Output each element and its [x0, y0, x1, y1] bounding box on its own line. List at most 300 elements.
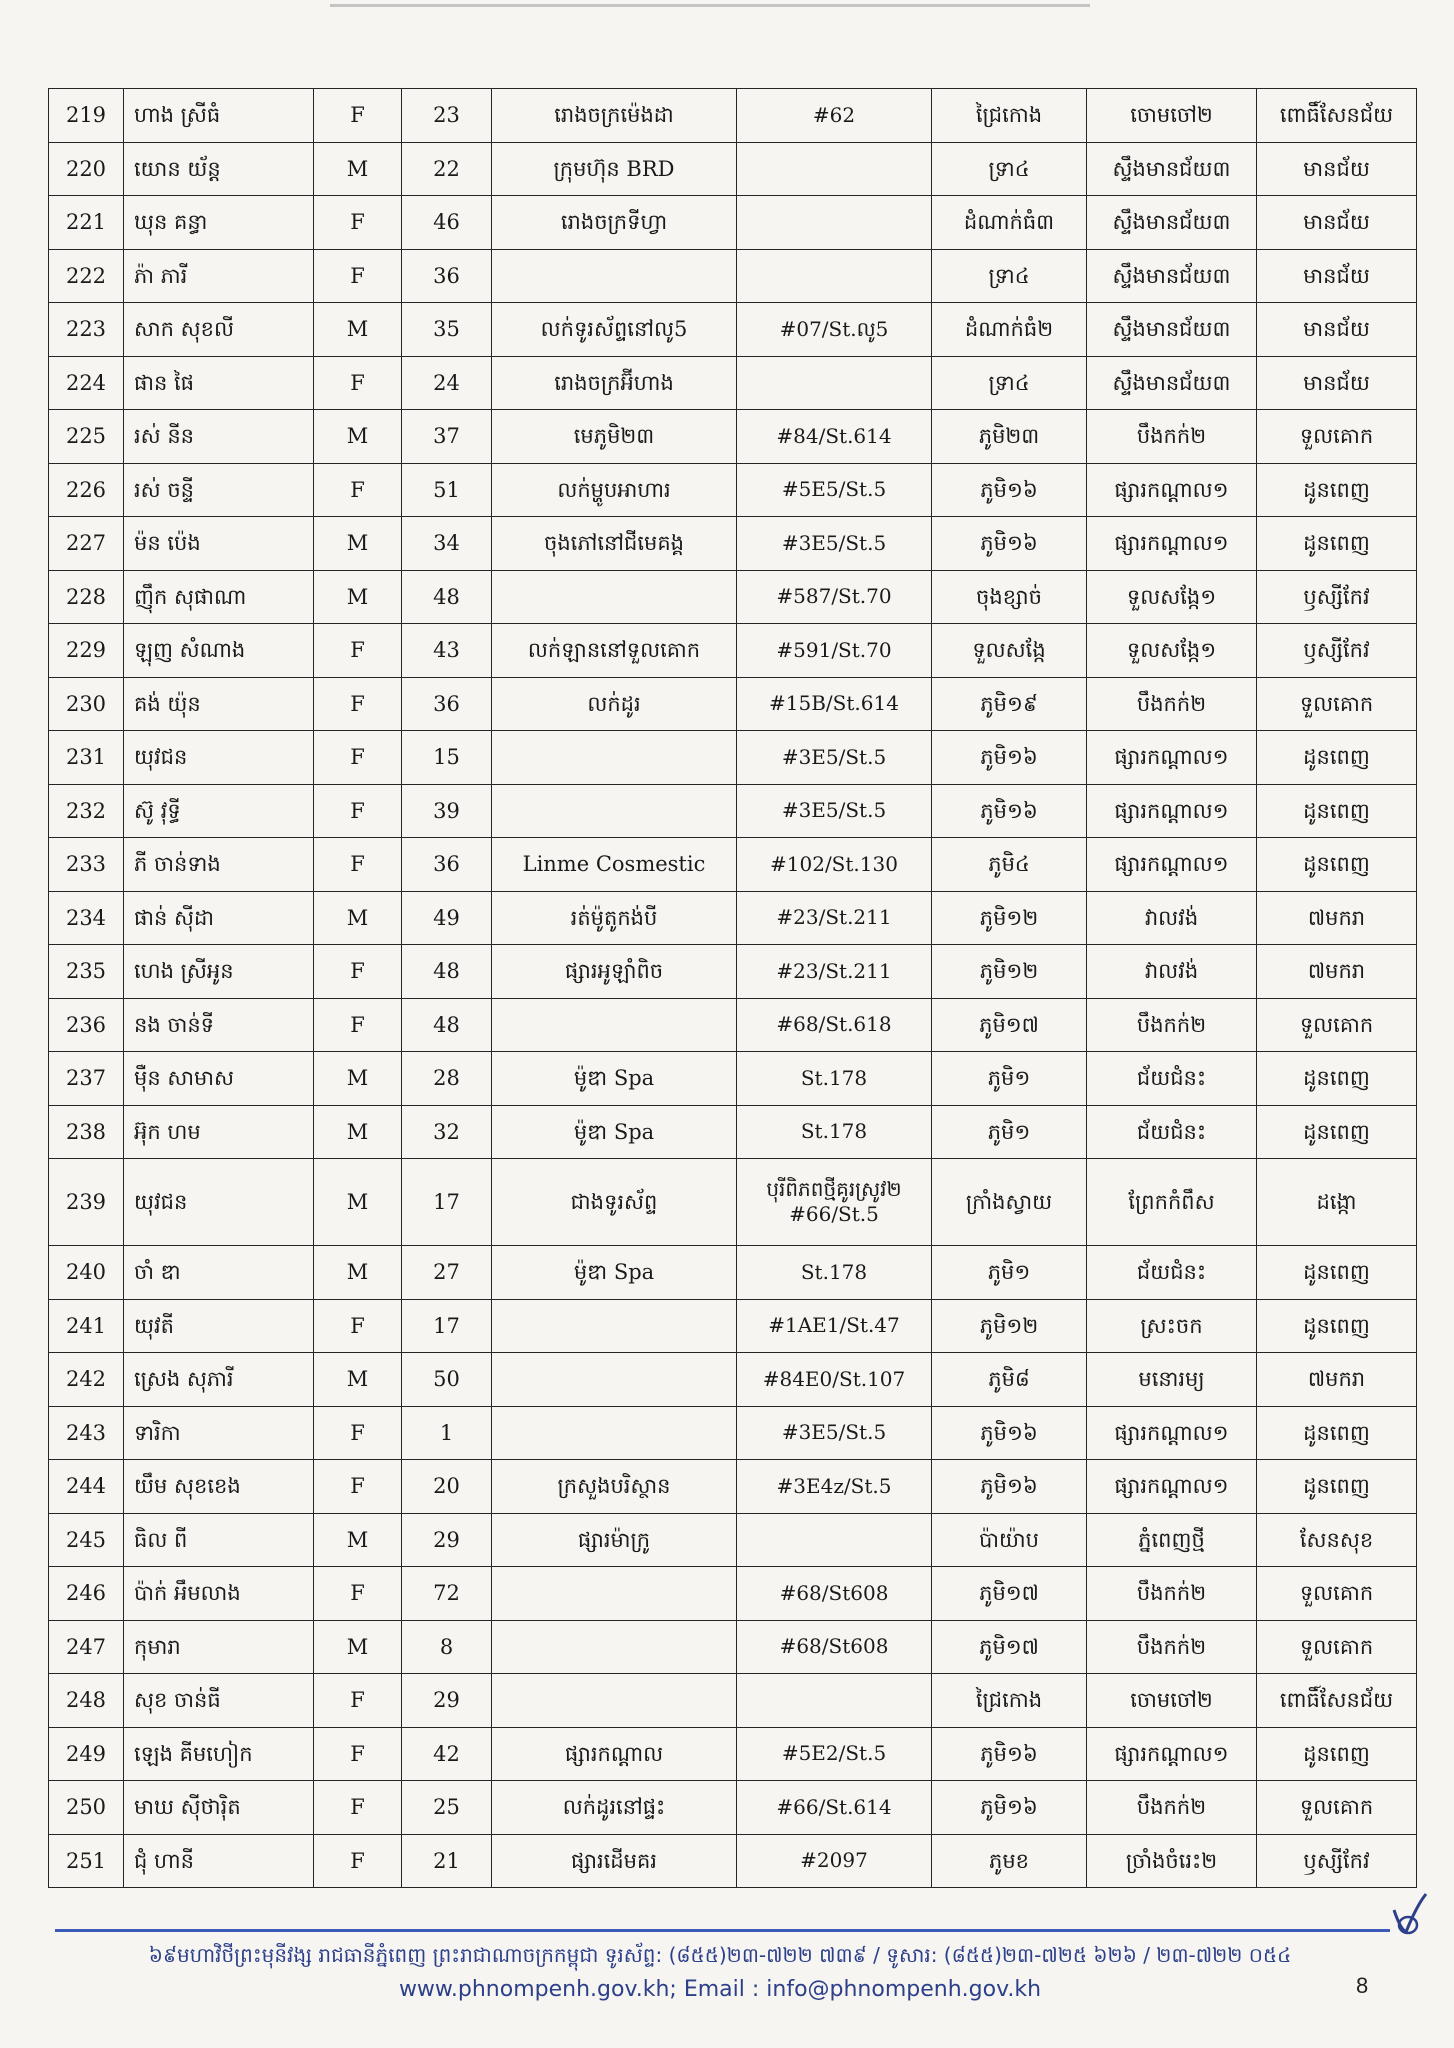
table-row	[49, 624, 1417, 678]
cell-occupation	[492, 1299, 737, 1353]
cell-sex: M	[314, 142, 402, 196]
footer-address: ៦៩មហាវិថីព្រះមុនីវង្ស រាជធានីភ្នំពេញ ព្រះរាជាណាចក្រកម្ពុជា ទូរស័ព្ទ: (៨៥៥)២៣-៧២២ ៧៣៩ / ទូសារ: (៨៥៥)២៣-៧២៥ ៦២៦ / ២៣-៧២២ ០៥៤	[148, 1943, 1292, 1967]
cell-address: #3E5/St.5	[737, 1406, 932, 1460]
table-row	[49, 1674, 1417, 1728]
table-row	[49, 410, 1417, 464]
cell-number: 220	[49, 142, 124, 196]
cell-name: ស៊ូ វុទ្ធី	[124, 784, 314, 838]
cell-sex: F	[314, 196, 402, 250]
cell-number: 237	[49, 1052, 124, 1106]
cell-village: ភូមិ១៦	[932, 1406, 1087, 1460]
cell-name: គង់ យ៉ុន	[124, 677, 314, 731]
cell-sex: M	[314, 303, 402, 357]
cell-sex: F	[314, 1567, 402, 1621]
cell-sex: F	[314, 249, 402, 303]
cell-occupation: Linme Cosmestic	[492, 838, 737, 892]
cell-khan: មានជ័យ	[1257, 249, 1417, 303]
cell-village: ភូមខ	[932, 1834, 1087, 1888]
cell-number: 251	[49, 1834, 124, 1888]
table-row	[49, 1513, 1417, 1567]
cell-village: ទ្រា៤	[932, 142, 1087, 196]
cell-number: 229	[49, 624, 124, 678]
cell-address: #68/St.618	[737, 998, 932, 1052]
cell-village: ភូមិ១៦	[932, 1781, 1087, 1835]
cell-number: 228	[49, 570, 124, 624]
cell-khan: ដូនពេញ	[1257, 517, 1417, 571]
cell-name: ទារិកា	[124, 1406, 314, 1460]
cell-sangkat: បឹងកក់២	[1087, 410, 1257, 464]
table-row	[49, 517, 1417, 571]
cell-address: #07/St.លូ5	[737, 303, 932, 357]
cell-number: 243	[49, 1406, 124, 1460]
cell-occupation: ផ្សារកណ្តាល	[492, 1727, 737, 1781]
cell-village: ភូមិ១៦	[932, 784, 1087, 838]
cell-khan: ដូនពេញ	[1257, 1406, 1417, 1460]
cell-village: ទ្រា៤	[932, 249, 1087, 303]
cell-khan: ដូនពេញ	[1257, 731, 1417, 785]
cell-name: សាក សុខលី	[124, 303, 314, 357]
cell-sex: F	[314, 463, 402, 517]
table-row	[49, 1052, 1417, 1106]
cell-sex: F	[314, 1674, 402, 1728]
table-row	[49, 838, 1417, 892]
cell-number: 239	[49, 1159, 124, 1246]
cell-number: 248	[49, 1674, 124, 1728]
cell-name: សុខ ចាន់ធី	[124, 1674, 314, 1728]
cell-age: 48	[402, 998, 492, 1052]
cell-age: 25	[402, 1781, 492, 1835]
cell-sangkat: ស្រះចក	[1087, 1299, 1257, 1353]
table-row	[49, 1567, 1417, 1621]
cell-occupation: លក់ឡាននៅទួលគោក	[492, 624, 737, 678]
cell-sex: F	[314, 1406, 402, 1460]
cell-khan: ពោធិ៍សែនជ័យ	[1257, 1674, 1417, 1728]
cell-address: #587/St.70	[737, 570, 932, 624]
cell-sex: M	[314, 1159, 402, 1246]
cell-village: ចុងខ្សាច់	[932, 570, 1087, 624]
cell-occupation: ម៉ូឌា Spa	[492, 1052, 737, 1106]
cell-sangkat: ផ្សារកណ្តាល១	[1087, 463, 1257, 517]
cell-age: 29	[402, 1513, 492, 1567]
cell-number: 233	[49, 838, 124, 892]
cell-occupation: រោងចក្រម៉េងដា	[492, 89, 737, 143]
cell-age: 15	[402, 731, 492, 785]
cell-age: 22	[402, 142, 492, 196]
table-row	[49, 142, 1417, 196]
cell-khan: ដូនពេញ	[1257, 463, 1417, 517]
cell-sangkat: ផ្សារកណ្តាល១	[1087, 731, 1257, 785]
cell-age: 36	[402, 249, 492, 303]
cell-sangkat: ស្ទឹងមានជ័យ៣	[1087, 303, 1257, 357]
cell-address: #62	[737, 89, 932, 143]
cell-number: 219	[49, 89, 124, 143]
cell-number: 225	[49, 410, 124, 464]
cell-name: ផាន ផៃ	[124, 356, 314, 410]
cell-age: 42	[402, 1727, 492, 1781]
cell-name: ប៉ាក់ អឹមលាង	[124, 1567, 314, 1621]
cell-sangkat: ផ្សារកណ្តាល១	[1087, 838, 1257, 892]
cell-occupation: ជាងទូរស័ព្ទ	[492, 1159, 737, 1246]
table-row	[49, 1727, 1417, 1781]
cell-occupation: លក់ម្ហូបអាហារ	[492, 463, 737, 517]
cell-address: #3E5/St.5	[737, 784, 932, 838]
cell-number: 222	[49, 249, 124, 303]
cell-village: ភូមិ១	[932, 1246, 1087, 1300]
cell-sangkat: ស្ទឹងមានជ័យ៣	[1087, 356, 1257, 410]
cell-sangkat: ស្ទឹងមានជ័យ៣	[1087, 196, 1257, 250]
cell-name: យុវតី	[124, 1299, 314, 1353]
cell-address: #3E4z/St.5	[737, 1460, 932, 1514]
cell-name: ធិល ពី	[124, 1513, 314, 1567]
cell-name: យោន យ័ន្ត	[124, 142, 314, 196]
cell-name: ភ៉ា ភារី	[124, 249, 314, 303]
table-row	[49, 1159, 1417, 1246]
cell-sangkat: មនោរម្យ	[1087, 1353, 1257, 1407]
cell-khan: ឫស្សីកែវ	[1257, 1834, 1417, 1888]
cell-age: 20	[402, 1460, 492, 1514]
cell-occupation: រោងចក្រអ៊ីហាង	[492, 356, 737, 410]
cell-occupation: រត់ម៉ូតូកង់បី	[492, 891, 737, 945]
scan-edge-line	[330, 4, 1090, 7]
cell-khan: ដង្កោ	[1257, 1159, 1417, 1246]
cell-sangkat: ចោមចៅ២	[1087, 89, 1257, 143]
cell-sangkat: វាលវង់	[1087, 891, 1257, 945]
cell-khan: ៧មករា	[1257, 945, 1417, 999]
cell-address: #68/St608	[737, 1567, 932, 1621]
cell-sangkat: ផ្សារកណ្តាល១	[1087, 1727, 1257, 1781]
cell-number: 241	[49, 1299, 124, 1353]
cell-village: ភូមិ១៦	[932, 1727, 1087, 1781]
cell-number: 249	[49, 1727, 124, 1781]
cell-sangkat: បឹងកក់២	[1087, 1781, 1257, 1835]
table-row	[49, 570, 1417, 624]
cell-occupation	[492, 1353, 737, 1407]
cell-occupation: ផ្សារអូឡាំពិច	[492, 945, 737, 999]
cell-age: 27	[402, 1246, 492, 1300]
cell-address: #15B/St.614	[737, 677, 932, 731]
footer-contact: www.phnompenh.gov.kh; Email : info@phnompenh.gov.kh	[398, 1977, 1042, 2002]
cell-sex: F	[314, 731, 402, 785]
cell-village: ភូមិ១៦	[932, 731, 1087, 785]
table-row	[49, 463, 1417, 517]
cell-occupation: ម៉ូឌា Spa	[492, 1105, 737, 1159]
check-mark-icon	[1388, 1892, 1428, 1936]
cell-age: 29	[402, 1674, 492, 1728]
cell-village: ភូមិ១	[932, 1105, 1087, 1159]
cell-sex: F	[314, 677, 402, 731]
roster-table	[48, 88, 1417, 1888]
table-row	[49, 1834, 1417, 1888]
cell-address: #5E2/St.5	[737, 1727, 932, 1781]
cell-village: ភូមិ១៩	[932, 677, 1087, 731]
cell-sex: M	[314, 1052, 402, 1106]
cell-village: ភូមិ៨	[932, 1353, 1087, 1407]
cell-khan: មានជ័យ	[1257, 142, 1417, 196]
cell-occupation: ក្រសួងបរិស្ថាន	[492, 1460, 737, 1514]
cell-sex: F	[314, 838, 402, 892]
cell-number: 246	[49, 1567, 124, 1621]
cell-sangkat: បឹងកក់២	[1087, 677, 1257, 731]
cell-age: 21	[402, 1834, 492, 1888]
cell-number: 235	[49, 945, 124, 999]
cell-occupation: ក្រុមហ៊ុន BRD	[492, 142, 737, 196]
page-number: 8	[1356, 1973, 1369, 1998]
cell-sex: F	[314, 1781, 402, 1835]
cell-number: 224	[49, 356, 124, 410]
cell-sex: M	[314, 891, 402, 945]
cell-name: យុវជន	[124, 731, 314, 785]
cell-address: #3E5/St.5	[737, 517, 932, 571]
cell-address: #5E5/St.5	[737, 463, 932, 517]
cell-khan: ដូនពេញ	[1257, 1105, 1417, 1159]
cell-name: ផាន់ ស៊ីដា	[124, 891, 314, 945]
cell-khan: ទួលគោក	[1257, 677, 1417, 731]
cell-occupation	[492, 1674, 737, 1728]
cell-village: ប៉ាយ៉ាប	[932, 1513, 1087, 1567]
cell-number: 240	[49, 1246, 124, 1300]
cell-sangkat: ទួលសង្កែ១	[1087, 624, 1257, 678]
cell-sex: F	[314, 1834, 402, 1888]
cell-name: ស្រេង សុភារី	[124, 1353, 314, 1407]
cell-village: ភូមិ១៦	[932, 517, 1087, 571]
cell-sangkat: បឹងកក់២	[1087, 1620, 1257, 1674]
table-row	[49, 1246, 1417, 1300]
cell-occupation: ផ្សារម៉ាក្រូ	[492, 1513, 737, 1567]
cell-name: រស់ នីន	[124, 410, 314, 464]
cell-name: ឡេង គីមហៀក	[124, 1727, 314, 1781]
cell-sex: F	[314, 1299, 402, 1353]
cell-sex: M	[314, 517, 402, 571]
cell-sangkat: ជ័យជំនះ	[1087, 1105, 1257, 1159]
cell-village: ភូមិ១៧	[932, 1567, 1087, 1621]
cell-occupation: លក់ទូរស័ព្ទនៅលូ5	[492, 303, 737, 357]
cell-age: 35	[402, 303, 492, 357]
cell-name: ឃុន គន្ធា	[124, 196, 314, 250]
cell-sangkat: ជ័យជំនះ	[1087, 1052, 1257, 1106]
cell-khan: ដូនពេញ	[1257, 1246, 1417, 1300]
cell-khan: មានជ័យ	[1257, 303, 1417, 357]
cell-khan: ទួលគោក	[1257, 410, 1417, 464]
table-row	[49, 196, 1417, 250]
cell-khan: ៧មករា	[1257, 891, 1417, 945]
cell-age: 8	[402, 1620, 492, 1674]
cell-name: ម៉ន ប៉េង	[124, 517, 314, 571]
cell-sex: F	[314, 89, 402, 143]
cell-address	[737, 1674, 932, 1728]
cell-sex: F	[314, 1460, 402, 1514]
table-row	[49, 249, 1417, 303]
cell-sex: F	[314, 784, 402, 838]
cell-sex: M	[314, 1105, 402, 1159]
cell-village: ភូមិ១២	[932, 1299, 1087, 1353]
cell-number: 221	[49, 196, 124, 250]
cell-khan: ដូនពេញ	[1257, 784, 1417, 838]
cell-khan: ទួលគោក	[1257, 1567, 1417, 1621]
cell-number: 232	[49, 784, 124, 838]
cell-name: នង ចាន់ទី	[124, 998, 314, 1052]
cell-name: ហាង ស្រីធំ	[124, 89, 314, 143]
cell-address	[737, 249, 932, 303]
cell-khan: ទួលគោក	[1257, 998, 1417, 1052]
cell-sex: M	[314, 410, 402, 464]
cell-number: 236	[49, 998, 124, 1052]
cell-address: #102/St.130	[737, 838, 932, 892]
cell-occupation	[492, 570, 737, 624]
cell-address: #591/St.70	[737, 624, 932, 678]
table-row	[49, 998, 1417, 1052]
cell-address: បុរីពិភពថ្មីគូរស្រូវ២ #66/St.5	[737, 1159, 932, 1246]
cell-occupation	[492, 249, 737, 303]
table-row	[49, 1353, 1417, 1407]
cell-address: #1AE1/St.47	[737, 1299, 932, 1353]
cell-name: យុវជន	[124, 1159, 314, 1246]
cell-occupation: ម៉ូឌា Spa	[492, 1246, 737, 1300]
cell-number: 250	[49, 1781, 124, 1835]
cell-name: ឡុញ សំណាង	[124, 624, 314, 678]
cell-khan: ៧មករា	[1257, 1353, 1417, 1407]
cell-name: ម៉ឺន សាមាស	[124, 1052, 314, 1106]
cell-address: St.178	[737, 1246, 932, 1300]
cell-sex: M	[314, 1620, 402, 1674]
cell-sangkat: ទួលសង្កែ១	[1087, 570, 1257, 624]
cell-village: ភូមិ២៣	[932, 410, 1087, 464]
cell-village: ភូមិ១២	[932, 891, 1087, 945]
cell-address	[737, 1513, 932, 1567]
cell-village: ភូមិ១៦	[932, 1460, 1087, 1514]
cell-number: 242	[49, 1353, 124, 1407]
cell-name: កុមារា	[124, 1620, 314, 1674]
cell-sangkat: ជ័យជំនះ	[1087, 1246, 1257, 1300]
cell-number: 226	[49, 463, 124, 517]
cell-khan: ដូនពេញ	[1257, 1052, 1417, 1106]
cell-occupation	[492, 1620, 737, 1674]
cell-name: រស់ ចន្ទី	[124, 463, 314, 517]
cell-age: 48	[402, 945, 492, 999]
cell-occupation	[492, 731, 737, 785]
cell-sangkat: ផ្សារកណ្តាល១	[1087, 1406, 1257, 1460]
cell-sangkat: បឹងកក់២	[1087, 1567, 1257, 1621]
table-row	[49, 945, 1417, 999]
table-row	[49, 677, 1417, 731]
cell-sangkat: ស្ទឹងមានជ័យ៣	[1087, 142, 1257, 196]
cell-number: 231	[49, 731, 124, 785]
cell-age: 34	[402, 517, 492, 571]
cell-khan: ឫស្សីកែវ	[1257, 624, 1417, 678]
cell-village: ដំណាក់ធំ៣	[932, 196, 1087, 250]
cell-sangkat: បឹងកក់២	[1087, 998, 1257, 1052]
cell-sex: F	[314, 356, 402, 410]
cell-age: 72	[402, 1567, 492, 1621]
cell-address: St.178	[737, 1052, 932, 1106]
table-row	[49, 303, 1417, 357]
cell-khan: ពោធិ៍សែនជ័យ	[1257, 89, 1417, 143]
cell-age: 28	[402, 1052, 492, 1106]
cell-address: #2097	[737, 1834, 932, 1888]
cell-age: 17	[402, 1159, 492, 1246]
cell-khan: មានជ័យ	[1257, 356, 1417, 410]
cell-age: 32	[402, 1105, 492, 1159]
cell-khan: ដូនពេញ	[1257, 1299, 1417, 1353]
cell-sangkat: ផ្សារកណ្តាល១	[1087, 784, 1257, 838]
cell-address: #23/St.211	[737, 891, 932, 945]
cell-name: ភី ចាន់ទាង	[124, 838, 314, 892]
table-row	[49, 1406, 1417, 1460]
cell-age: 49	[402, 891, 492, 945]
cell-village: ភូមិ៤	[932, 838, 1087, 892]
table-row	[49, 891, 1417, 945]
cell-village: ភូមិ១៧	[932, 998, 1087, 1052]
cell-age: 1	[402, 1406, 492, 1460]
cell-name: ញ៉ឹក សុផាណា	[124, 570, 314, 624]
cell-khan: ឫស្សីកែវ	[1257, 570, 1417, 624]
cell-name: ហេង ស្រីអូន	[124, 945, 314, 999]
cell-name: អ៊ុក ហម	[124, 1105, 314, 1159]
cell-address: #66/St.614	[737, 1781, 932, 1835]
cell-khan: ទួលគោក	[1257, 1620, 1417, 1674]
cell-sangkat: ភ្នំពេញថ្មី	[1087, 1513, 1257, 1567]
cell-sex: F	[314, 1727, 402, 1781]
cell-occupation: រោងចក្រទីហ្វា	[492, 196, 737, 250]
cell-age: 48	[402, 570, 492, 624]
cell-village: ដំណាក់ធំ២	[932, 303, 1087, 357]
cell-number: 244	[49, 1460, 124, 1514]
cell-address: #68/St608	[737, 1620, 932, 1674]
cell-age: 24	[402, 356, 492, 410]
cell-name: យឹម សុខខេង	[124, 1460, 314, 1514]
cell-village: ជ្រៃកោង	[932, 89, 1087, 143]
cell-age: 37	[402, 410, 492, 464]
table-row	[49, 1299, 1417, 1353]
cell-age: 46	[402, 196, 492, 250]
cell-age: 36	[402, 838, 492, 892]
cell-address: #84E0/St.107	[737, 1353, 932, 1407]
table-row	[49, 1781, 1417, 1835]
cell-age: 51	[402, 463, 492, 517]
cell-occupation	[492, 1406, 737, 1460]
cell-sangkat: វាលវង់	[1087, 945, 1257, 999]
cell-occupation: មេភូមិ២៣	[492, 410, 737, 464]
cell-sex: M	[314, 1353, 402, 1407]
cell-sex: F	[314, 998, 402, 1052]
cell-khan: ទួលគោក	[1257, 1781, 1417, 1835]
cell-age: 43	[402, 624, 492, 678]
cell-sangkat: ផ្សារកណ្តាល១	[1087, 1460, 1257, 1514]
cell-number: 247	[49, 1620, 124, 1674]
table-row	[49, 1460, 1417, 1514]
table-row	[49, 731, 1417, 785]
cell-address	[737, 196, 932, 250]
cell-sex: F	[314, 624, 402, 678]
cell-sangkat: ព្រែកកំពឹស	[1087, 1159, 1257, 1246]
cell-age: 39	[402, 784, 492, 838]
cell-address	[737, 142, 932, 196]
footer-divider	[55, 1929, 1390, 1932]
cell-khan: ដូនពេញ	[1257, 1460, 1417, 1514]
table-row	[49, 1620, 1417, 1674]
cell-age: 36	[402, 677, 492, 731]
cell-village: ភូមិ១៧	[932, 1620, 1087, 1674]
table-row	[49, 356, 1417, 410]
cell-number: 230	[49, 677, 124, 731]
cell-age: 17	[402, 1299, 492, 1353]
cell-address: #23/St.211	[737, 945, 932, 999]
cell-age: 23	[402, 89, 492, 143]
table-row	[49, 89, 1417, 143]
cell-khan: មានជ័យ	[1257, 196, 1417, 250]
cell-sex: M	[314, 1246, 402, 1300]
cell-occupation	[492, 1567, 737, 1621]
cell-occupation: ចុងភៅនៅជីមេគង្គ	[492, 517, 737, 571]
